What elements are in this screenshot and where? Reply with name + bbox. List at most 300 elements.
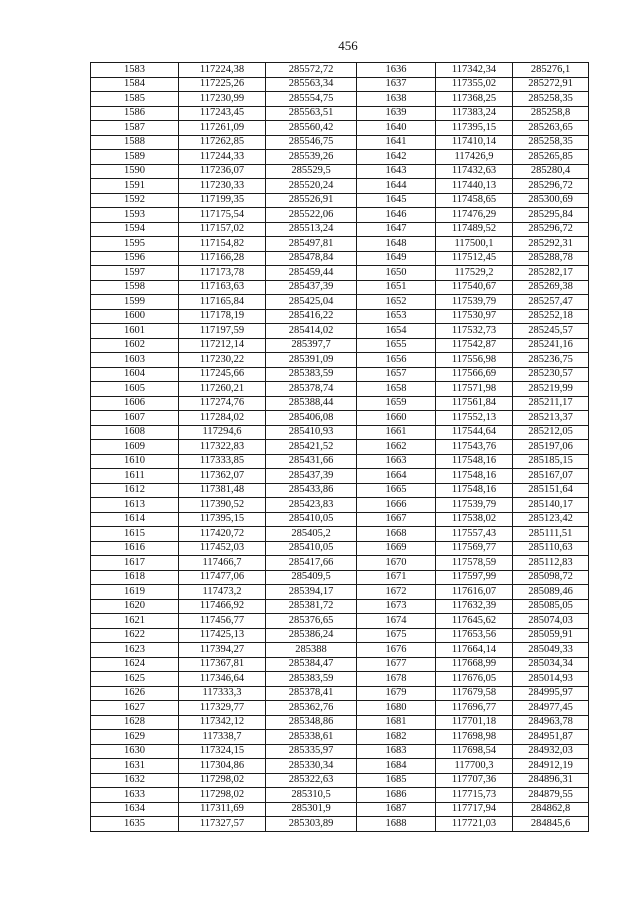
y-coordinate-cell: 285301,9 xyxy=(266,802,357,817)
point-number-cell: 1634 xyxy=(91,802,179,817)
x-coordinate-cell: 117294,6 xyxy=(179,425,266,440)
table-row xyxy=(91,773,589,788)
y-coordinate-cell: 285572,72 xyxy=(266,63,357,78)
point-number-cell: 1631 xyxy=(91,759,179,774)
x-coordinate-cell: 117698,98 xyxy=(436,730,513,745)
y-coordinate-cell: 284896,31 xyxy=(513,773,589,788)
x-coordinate-cell: 117539,79 xyxy=(436,498,513,513)
x-coordinate-cell: 117243,45 xyxy=(179,106,266,121)
point-number-cell: 1637 xyxy=(357,77,436,92)
point-number-cell: 1636 xyxy=(357,63,436,78)
point-number-cell: 1603 xyxy=(91,353,179,368)
y-coordinate-cell: 285197,06 xyxy=(513,440,589,455)
point-number-cell: 1633 xyxy=(91,788,179,803)
table-row xyxy=(91,63,589,78)
table-row xyxy=(91,295,589,310)
table-row xyxy=(91,512,589,527)
point-number-cell: 1673 xyxy=(357,599,436,614)
table-row xyxy=(91,237,589,252)
y-coordinate-cell: 284932,03 xyxy=(513,744,589,759)
x-coordinate-cell: 117701,18 xyxy=(436,715,513,730)
x-coordinate-cell: 117473,2 xyxy=(179,585,266,600)
point-number-cell: 1609 xyxy=(91,440,179,455)
y-coordinate-cell: 285272,91 xyxy=(513,77,589,92)
x-coordinate-cell: 117548,16 xyxy=(436,469,513,484)
x-coordinate-cell: 117466,92 xyxy=(179,599,266,614)
y-coordinate-cell: 285245,57 xyxy=(513,324,589,339)
x-coordinate-cell: 117260,21 xyxy=(179,382,266,397)
y-coordinate-cell: 285437,39 xyxy=(266,469,357,484)
point-number-cell: 1646 xyxy=(357,208,436,223)
point-number-cell: 1619 xyxy=(91,585,179,600)
y-coordinate-cell: 284977,45 xyxy=(513,701,589,716)
point-number-cell: 1661 xyxy=(357,425,436,440)
y-coordinate-cell: 285252,18 xyxy=(513,309,589,324)
x-coordinate-cell: 117390,52 xyxy=(179,498,266,513)
point-number-cell: 1625 xyxy=(91,672,179,687)
x-coordinate-cell: 117230,33 xyxy=(179,179,266,194)
x-coordinate-cell: 117342,12 xyxy=(179,715,266,730)
y-coordinate-cell: 285296,72 xyxy=(513,222,589,237)
y-coordinate-cell: 285282,17 xyxy=(513,266,589,281)
x-coordinate-cell: 117225,26 xyxy=(179,77,266,92)
table-row xyxy=(91,730,589,745)
point-number-cell: 1590 xyxy=(91,164,179,179)
point-number-cell: 1665 xyxy=(357,483,436,498)
y-coordinate-cell: 285563,34 xyxy=(266,77,357,92)
point-number-cell: 1674 xyxy=(357,614,436,629)
y-coordinate-cell: 285330,34 xyxy=(266,759,357,774)
x-coordinate-cell: 117322,83 xyxy=(179,440,266,455)
point-number-cell: 1677 xyxy=(357,657,436,672)
point-number-cell: 1635 xyxy=(91,817,179,832)
x-coordinate-cell: 117616,07 xyxy=(436,585,513,600)
y-coordinate-cell: 285478,84 xyxy=(266,251,357,266)
x-coordinate-cell: 117540,67 xyxy=(436,280,513,295)
x-coordinate-cell: 117178,19 xyxy=(179,309,266,324)
table-row xyxy=(91,759,589,774)
x-coordinate-cell: 117721,03 xyxy=(436,817,513,832)
x-coordinate-cell: 117432,63 xyxy=(436,164,513,179)
y-coordinate-cell: 285211,17 xyxy=(513,396,589,411)
table-row xyxy=(91,106,589,121)
y-coordinate-cell: 285437,39 xyxy=(266,280,357,295)
x-coordinate-cell: 117456,77 xyxy=(179,614,266,629)
y-coordinate-cell: 285151,64 xyxy=(513,483,589,498)
table-row xyxy=(91,367,589,382)
point-number-cell: 1606 xyxy=(91,396,179,411)
y-coordinate-cell: 285459,44 xyxy=(266,266,357,281)
table-row xyxy=(91,498,589,513)
x-coordinate-cell: 117466,7 xyxy=(179,556,266,571)
y-coordinate-cell: 285421,52 xyxy=(266,440,357,455)
table-row xyxy=(91,454,589,469)
point-number-cell: 1682 xyxy=(357,730,436,745)
x-coordinate-cell: 117543,76 xyxy=(436,440,513,455)
table-row xyxy=(91,657,589,672)
point-number-cell: 1597 xyxy=(91,266,179,281)
y-coordinate-cell: 285258,35 xyxy=(513,92,589,107)
table-row xyxy=(91,628,589,643)
y-coordinate-cell: 285388,44 xyxy=(266,396,357,411)
x-coordinate-cell: 117284,02 xyxy=(179,411,266,426)
x-coordinate-cell: 117420,72 xyxy=(179,527,266,542)
point-number-cell: 1649 xyxy=(357,251,436,266)
x-coordinate-cell: 117571,98 xyxy=(436,382,513,397)
table-row xyxy=(91,788,589,803)
y-coordinate-cell: 285417,66 xyxy=(266,556,357,571)
page-number: 456 xyxy=(338,38,358,53)
y-coordinate-cell: 285263,65 xyxy=(513,121,589,136)
table-row xyxy=(91,324,589,339)
x-coordinate-cell: 117298,02 xyxy=(179,788,266,803)
y-coordinate-cell: 285288,78 xyxy=(513,251,589,266)
x-coordinate-cell: 117707,36 xyxy=(436,773,513,788)
y-coordinate-cell: 285111,51 xyxy=(513,527,589,542)
x-coordinate-cell: 117512,45 xyxy=(436,251,513,266)
x-coordinate-cell: 117362,07 xyxy=(179,469,266,484)
x-coordinate-cell: 117367,81 xyxy=(179,657,266,672)
table-row xyxy=(91,164,589,179)
x-coordinate-cell: 117530,97 xyxy=(436,309,513,324)
y-coordinate-cell: 285431,66 xyxy=(266,454,357,469)
x-coordinate-cell: 117561,84 xyxy=(436,396,513,411)
x-coordinate-cell: 117458,65 xyxy=(436,193,513,208)
x-coordinate-cell: 117477,06 xyxy=(179,570,266,585)
x-coordinate-cell: 117410,14 xyxy=(436,135,513,150)
point-number-cell: 1595 xyxy=(91,237,179,252)
x-coordinate-cell: 117395,15 xyxy=(436,121,513,136)
y-coordinate-cell: 285410,93 xyxy=(266,425,357,440)
x-coordinate-cell: 117333,85 xyxy=(179,454,266,469)
point-number-cell: 1627 xyxy=(91,701,179,716)
x-coordinate-cell: 117355,02 xyxy=(436,77,513,92)
x-coordinate-cell: 117578,59 xyxy=(436,556,513,571)
point-number-cell: 1588 xyxy=(91,135,179,150)
x-coordinate-cell: 117175,54 xyxy=(179,208,266,223)
point-number-cell: 1607 xyxy=(91,411,179,426)
table-row xyxy=(91,135,589,150)
point-number-cell: 1666 xyxy=(357,498,436,513)
y-coordinate-cell: 285560,42 xyxy=(266,121,357,136)
y-coordinate-cell: 285241,16 xyxy=(513,338,589,353)
y-coordinate-cell: 285383,59 xyxy=(266,367,357,382)
y-coordinate-cell: 285303,89 xyxy=(266,817,357,832)
x-coordinate-cell: 117566,69 xyxy=(436,367,513,382)
point-number-cell: 1596 xyxy=(91,251,179,266)
y-coordinate-cell: 285384,47 xyxy=(266,657,357,672)
point-number-cell: 1585 xyxy=(91,92,179,107)
x-coordinate-cell: 117653,56 xyxy=(436,628,513,643)
y-coordinate-cell: 285335,97 xyxy=(266,744,357,759)
x-coordinate-cell: 117199,35 xyxy=(179,193,266,208)
x-coordinate-cell: 117538,02 xyxy=(436,512,513,527)
point-number-cell: 1658 xyxy=(357,382,436,397)
point-number-cell: 1587 xyxy=(91,121,179,136)
x-coordinate-cell: 117298,02 xyxy=(179,773,266,788)
point-number-cell: 1623 xyxy=(91,643,179,658)
point-number-cell: 1648 xyxy=(357,237,436,252)
point-number-cell: 1614 xyxy=(91,512,179,527)
y-coordinate-cell: 285213,37 xyxy=(513,411,589,426)
table-row xyxy=(91,672,589,687)
y-coordinate-cell: 285410,05 xyxy=(266,512,357,527)
x-coordinate-cell: 117383,24 xyxy=(436,106,513,121)
point-number-cell: 1593 xyxy=(91,208,179,223)
table-row xyxy=(91,121,589,136)
y-coordinate-cell: 285414,02 xyxy=(266,324,357,339)
x-coordinate-cell: 117230,99 xyxy=(179,92,266,107)
y-coordinate-cell: 285391,09 xyxy=(266,353,357,368)
point-number-cell: 1676 xyxy=(357,643,436,658)
x-coordinate-cell: 117230,22 xyxy=(179,353,266,368)
table-row xyxy=(91,527,589,542)
point-number-cell: 1629 xyxy=(91,730,179,745)
x-coordinate-cell: 117262,85 xyxy=(179,135,266,150)
y-coordinate-cell: 285230,57 xyxy=(513,367,589,382)
x-coordinate-cell: 117717,94 xyxy=(436,802,513,817)
x-coordinate-cell: 117333,3 xyxy=(179,686,266,701)
y-coordinate-cell: 285529,5 xyxy=(266,164,357,179)
point-number-cell: 1643 xyxy=(357,164,436,179)
y-coordinate-cell: 285539,26 xyxy=(266,150,357,165)
point-number-cell: 1602 xyxy=(91,338,179,353)
y-coordinate-cell: 285258,35 xyxy=(513,135,589,150)
point-number-cell: 1679 xyxy=(357,686,436,701)
point-number-cell: 1600 xyxy=(91,309,179,324)
y-coordinate-cell: 285295,84 xyxy=(513,208,589,223)
x-coordinate-cell: 117664,14 xyxy=(436,643,513,658)
point-number-cell: 1641 xyxy=(357,135,436,150)
table-row xyxy=(91,251,589,266)
point-number-cell: 1632 xyxy=(91,773,179,788)
point-number-cell: 1624 xyxy=(91,657,179,672)
table-row xyxy=(91,744,589,759)
x-coordinate-cell: 117698,54 xyxy=(436,744,513,759)
table-row xyxy=(91,396,589,411)
y-coordinate-cell: 285123,42 xyxy=(513,512,589,527)
point-number-cell: 1640 xyxy=(357,121,436,136)
y-coordinate-cell: 285563,51 xyxy=(266,106,357,121)
y-coordinate-cell: 285322,63 xyxy=(266,773,357,788)
point-number-cell: 1612 xyxy=(91,483,179,498)
y-coordinate-cell: 285167,07 xyxy=(513,469,589,484)
x-coordinate-cell: 117542,87 xyxy=(436,338,513,353)
x-coordinate-cell: 117425,13 xyxy=(179,628,266,643)
x-coordinate-cell: 117261,09 xyxy=(179,121,266,136)
y-coordinate-cell: 285258,8 xyxy=(513,106,589,121)
y-coordinate-cell: 285098,72 xyxy=(513,570,589,585)
point-number-cell: 1672 xyxy=(357,585,436,600)
y-coordinate-cell: 284845,6 xyxy=(513,817,589,832)
y-coordinate-cell: 285140,17 xyxy=(513,498,589,513)
table-row xyxy=(91,309,589,324)
table-row xyxy=(91,150,589,165)
x-coordinate-cell: 117539,79 xyxy=(436,295,513,310)
x-coordinate-cell: 117440,13 xyxy=(436,179,513,194)
point-number-cell: 1683 xyxy=(357,744,436,759)
point-number-cell: 1652 xyxy=(357,295,436,310)
y-coordinate-cell: 285310,5 xyxy=(266,788,357,803)
point-number-cell: 1608 xyxy=(91,425,179,440)
y-coordinate-cell: 285394,17 xyxy=(266,585,357,600)
y-coordinate-cell: 285406,08 xyxy=(266,411,357,426)
point-number-cell: 1662 xyxy=(357,440,436,455)
x-coordinate-cell: 117452,03 xyxy=(179,541,266,556)
point-number-cell: 1601 xyxy=(91,324,179,339)
point-number-cell: 1628 xyxy=(91,715,179,730)
x-coordinate-cell: 117632,39 xyxy=(436,599,513,614)
x-coordinate-cell: 117346,64 xyxy=(179,672,266,687)
point-number-cell: 1613 xyxy=(91,498,179,513)
point-number-cell: 1615 xyxy=(91,527,179,542)
y-coordinate-cell: 285296,72 xyxy=(513,179,589,194)
y-coordinate-cell: 285074,03 xyxy=(513,614,589,629)
x-coordinate-cell: 117244,33 xyxy=(179,150,266,165)
table-row xyxy=(91,208,589,223)
x-coordinate-cell: 117163,63 xyxy=(179,280,266,295)
table-row xyxy=(91,77,589,92)
x-coordinate-cell: 117154,82 xyxy=(179,237,266,252)
point-number-cell: 1626 xyxy=(91,686,179,701)
point-number-cell: 1639 xyxy=(357,106,436,121)
x-coordinate-cell: 117548,16 xyxy=(436,454,513,469)
x-coordinate-cell: 117500,1 xyxy=(436,237,513,252)
point-number-cell: 1598 xyxy=(91,280,179,295)
point-number-cell: 1664 xyxy=(357,469,436,484)
x-coordinate-cell: 117197,59 xyxy=(179,324,266,339)
point-number-cell: 1670 xyxy=(357,556,436,571)
point-number-cell: 1684 xyxy=(357,759,436,774)
x-coordinate-cell: 117165,84 xyxy=(179,295,266,310)
table-row xyxy=(91,483,589,498)
y-coordinate-cell: 285378,74 xyxy=(266,382,357,397)
x-coordinate-cell: 117304,86 xyxy=(179,759,266,774)
table-row xyxy=(91,353,589,368)
x-coordinate-cell: 117668,99 xyxy=(436,657,513,672)
y-coordinate-cell: 285014,93 xyxy=(513,672,589,687)
x-coordinate-cell: 117166,28 xyxy=(179,251,266,266)
table-row xyxy=(91,280,589,295)
point-number-cell: 1622 xyxy=(91,628,179,643)
point-number-cell: 1654 xyxy=(357,324,436,339)
point-number-cell: 1638 xyxy=(357,92,436,107)
table-row xyxy=(91,338,589,353)
point-number-cell: 1688 xyxy=(357,817,436,832)
point-number-cell: 1681 xyxy=(357,715,436,730)
x-coordinate-cell: 117529,2 xyxy=(436,266,513,281)
y-coordinate-cell: 284879,55 xyxy=(513,788,589,803)
table-row xyxy=(91,556,589,571)
table-row xyxy=(91,266,589,281)
x-coordinate-cell: 117381,48 xyxy=(179,483,266,498)
table-row xyxy=(91,817,589,832)
table-row xyxy=(91,570,589,585)
x-coordinate-cell: 117157,02 xyxy=(179,222,266,237)
x-coordinate-cell: 117569,77 xyxy=(436,541,513,556)
point-number-cell: 1589 xyxy=(91,150,179,165)
x-coordinate-cell: 117476,29 xyxy=(436,208,513,223)
point-number-cell: 1630 xyxy=(91,744,179,759)
point-number-cell: 1642 xyxy=(357,150,436,165)
x-coordinate-cell: 117368,25 xyxy=(436,92,513,107)
y-coordinate-cell: 285410,05 xyxy=(266,541,357,556)
point-number-cell: 1592 xyxy=(91,193,179,208)
point-number-cell: 1605 xyxy=(91,382,179,397)
point-number-cell: 1668 xyxy=(357,527,436,542)
y-coordinate-cell: 284963,78 xyxy=(513,715,589,730)
x-coordinate-cell: 117327,57 xyxy=(179,817,266,832)
x-coordinate-cell: 117552,13 xyxy=(436,411,513,426)
y-coordinate-cell: 285362,76 xyxy=(266,701,357,716)
y-coordinate-cell: 285416,22 xyxy=(266,309,357,324)
y-coordinate-cell: 285425,04 xyxy=(266,295,357,310)
y-coordinate-cell: 285265,85 xyxy=(513,150,589,165)
point-number-cell: 1667 xyxy=(357,512,436,527)
y-coordinate-cell: 285112,83 xyxy=(513,556,589,571)
point-number-cell: 1583 xyxy=(91,63,179,78)
x-coordinate-cell: 117715,73 xyxy=(436,788,513,803)
y-coordinate-cell: 285383,59 xyxy=(266,672,357,687)
point-number-cell: 1653 xyxy=(357,309,436,324)
y-coordinate-cell: 285378,41 xyxy=(266,686,357,701)
table-row xyxy=(91,585,589,600)
table-row xyxy=(91,411,589,426)
y-coordinate-cell: 285423,83 xyxy=(266,498,357,513)
point-number-cell: 1645 xyxy=(357,193,436,208)
y-coordinate-cell: 285526,91 xyxy=(266,193,357,208)
x-coordinate-cell: 117395,15 xyxy=(179,512,266,527)
x-coordinate-cell: 117645,62 xyxy=(436,614,513,629)
y-coordinate-cell: 285280,4 xyxy=(513,164,589,179)
x-coordinate-cell: 117173,78 xyxy=(179,266,266,281)
x-coordinate-cell: 117700,3 xyxy=(436,759,513,774)
y-coordinate-cell: 285300,69 xyxy=(513,193,589,208)
point-number-cell: 1675 xyxy=(357,628,436,643)
y-coordinate-cell: 285059,91 xyxy=(513,628,589,643)
point-number-cell: 1616 xyxy=(91,541,179,556)
x-coordinate-cell: 117696,77 xyxy=(436,701,513,716)
point-number-cell: 1659 xyxy=(357,396,436,411)
y-coordinate-cell: 285269,38 xyxy=(513,280,589,295)
point-number-cell: 1621 xyxy=(91,614,179,629)
point-number-cell: 1618 xyxy=(91,570,179,585)
point-number-cell: 1671 xyxy=(357,570,436,585)
y-coordinate-cell: 285292,31 xyxy=(513,237,589,252)
y-coordinate-cell: 285236,75 xyxy=(513,353,589,368)
point-number-cell: 1687 xyxy=(357,802,436,817)
y-coordinate-cell: 285185,15 xyxy=(513,454,589,469)
y-coordinate-cell: 284862,8 xyxy=(513,802,589,817)
table-row xyxy=(91,643,589,658)
y-coordinate-cell: 285520,24 xyxy=(266,179,357,194)
table-row xyxy=(91,541,589,556)
y-coordinate-cell: 284912,19 xyxy=(513,759,589,774)
table-row xyxy=(91,686,589,701)
x-coordinate-cell: 117342,34 xyxy=(436,63,513,78)
x-coordinate-cell: 117224,38 xyxy=(179,63,266,78)
y-coordinate-cell: 285110,63 xyxy=(513,541,589,556)
x-coordinate-cell: 117548,16 xyxy=(436,483,513,498)
y-coordinate-cell: 285257,47 xyxy=(513,295,589,310)
point-number-cell: 1680 xyxy=(357,701,436,716)
x-coordinate-cell: 117489,52 xyxy=(436,222,513,237)
point-number-cell: 1686 xyxy=(357,788,436,803)
y-coordinate-cell: 285513,24 xyxy=(266,222,357,237)
x-coordinate-cell: 117236,07 xyxy=(179,164,266,179)
y-coordinate-cell: 285381,72 xyxy=(266,599,357,614)
table-row xyxy=(91,599,589,614)
